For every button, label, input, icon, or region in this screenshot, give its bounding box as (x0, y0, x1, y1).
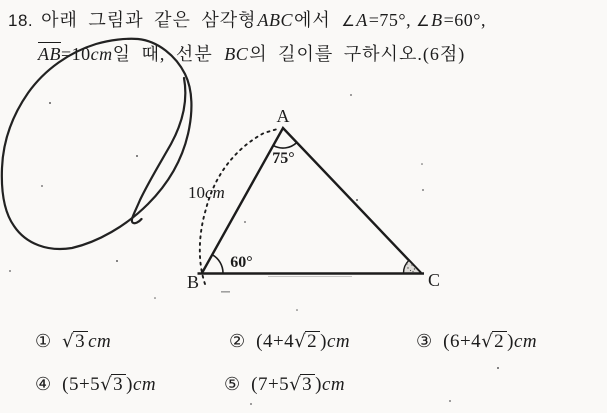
option-5-number: ⑤ (224, 374, 241, 395)
segment-bc: BC (224, 44, 249, 64)
option-5-expression: (7+5√3 )cm (251, 374, 346, 395)
option-1-expression (62, 331, 111, 353)
question-text-segment: 에서 (294, 10, 342, 30)
triangle-diagram (198, 128, 425, 284)
radical: √3 (100, 374, 126, 396)
question-number: 18. (8, 11, 34, 30)
diagram-labels (187, 106, 440, 292)
option-4 (35, 374, 156, 396)
angle-symbol: ∠ (341, 12, 356, 30)
radical: √2 (481, 331, 507, 353)
angle-arc-a (273, 143, 296, 149)
radical-sign: √ (289, 374, 302, 395)
unit-label: cm (514, 331, 538, 352)
unit-cm: cm (90, 44, 113, 64)
option-4-expression: (5+5√3 )cm (62, 374, 157, 395)
option-2-expression: (4+4√2 )cm (256, 331, 351, 352)
radical: √3 (289, 374, 315, 396)
handwritten-oval (2, 39, 192, 249)
vertex-b-label: B (186, 272, 199, 292)
angle-a-var: A (356, 10, 368, 30)
segment-ab-overlined: AB (38, 44, 61, 64)
unit-label: cm (88, 331, 112, 352)
noise-specks (9, 94, 499, 405)
equals-ten: =10 (61, 44, 91, 64)
vertex-a-label: A (276, 106, 290, 126)
triangle-sides-ab-ac (202, 128, 421, 273)
trailing-comma: , (480, 10, 486, 30)
unit-label: cm (327, 331, 351, 352)
option-2 (229, 331, 350, 353)
oval-outer-stroke (2, 39, 192, 249)
vertex-c-label: C (428, 270, 441, 290)
option-3 (416, 331, 537, 353)
question-text-segment: 일 때, 선분 (112, 44, 224, 64)
option-4-number: ④ (35, 374, 52, 395)
radical-sign: √ (62, 331, 75, 352)
radical-sign: √ (294, 331, 307, 352)
option-1-number: ① (35, 331, 52, 352)
angle-b-value-label: 60° (230, 254, 253, 271)
separator: , (406, 10, 417, 30)
side-ab-length-label: 10cm (188, 183, 225, 202)
angle-a-value: =75° (368, 10, 407, 30)
question-line-1 (8, 6, 486, 32)
option-2-number: ② (229, 331, 246, 352)
dashed-arc-ab (200, 129, 279, 285)
angle-wedge-c (404, 260, 422, 273)
unit-label: cm (322, 374, 346, 395)
angle-wedge-stipple (406, 263, 415, 272)
angle-b-var: B (431, 10, 443, 30)
angle-arc-b (212, 255, 223, 273)
oval-inner-stroke (132, 78, 186, 223)
option-1 (35, 331, 111, 353)
radical: √2 (294, 331, 320, 353)
option-3-expression: (6+4√2 )cm (443, 331, 538, 352)
question-line-2 (38, 40, 465, 66)
radical-sign: √ (100, 374, 113, 395)
angle-symbol: ∠ (416, 12, 431, 30)
angle-a-value-label: 75° (272, 150, 295, 167)
radical-sign: √ (481, 331, 494, 352)
triangle-name: ABC (257, 10, 294, 30)
option-5 (224, 374, 345, 396)
option-3-number: ③ (416, 331, 433, 352)
question-text-segment: 아래 그림과 같은 삼각형 (41, 10, 257, 30)
angle-b-value: =60° (443, 10, 481, 30)
radical: √3 (62, 331, 88, 353)
unit-label: cm (133, 374, 157, 395)
question-text-segment: 의 길이를 구하시오.(6점) (249, 44, 466, 64)
